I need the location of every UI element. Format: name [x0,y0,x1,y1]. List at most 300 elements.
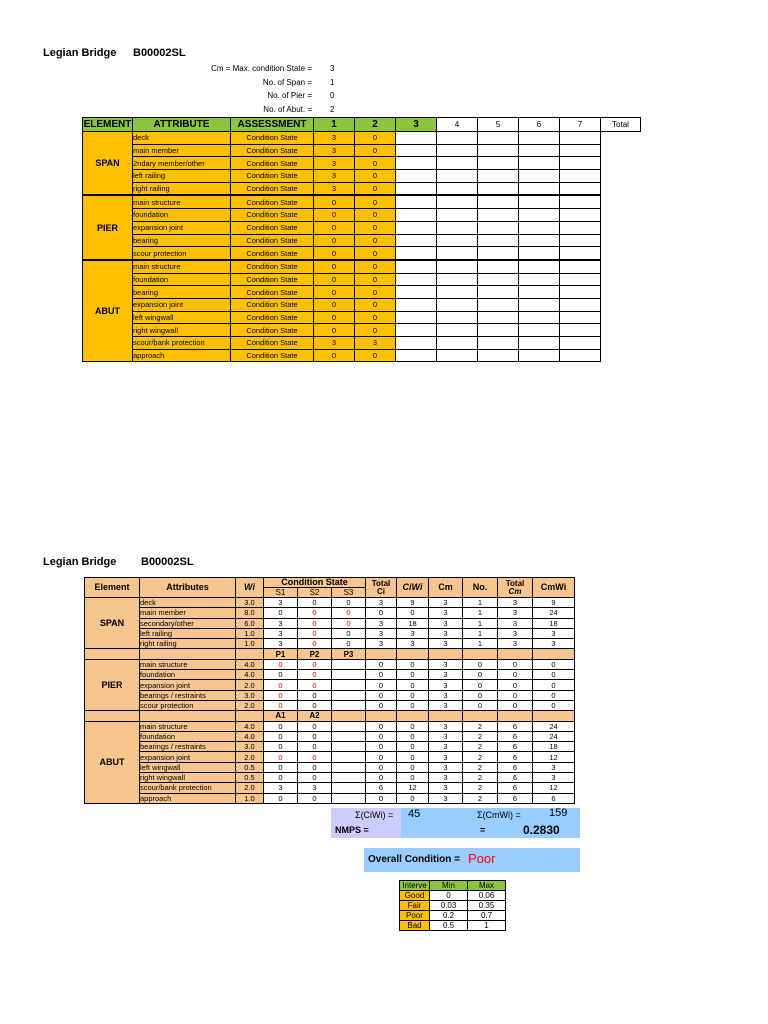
ciwi-cell: 0 [397,690,429,700]
empty-cell[interactable] [396,247,437,260]
tcm-cell: 6 [498,773,533,783]
empty-cell[interactable] [478,324,519,337]
wi-cell: 1.0 [236,639,264,649]
header-col-6: 6 [519,118,560,132]
ciwi-cell: 0 [397,721,429,731]
header-total: Total [601,118,641,132]
table-row [83,247,641,260]
empty-cell[interactable] [396,221,437,234]
empty-cell[interactable] [560,221,601,234]
attribute-cell: right railing [140,639,236,649]
empty-cell[interactable] [437,195,478,208]
nmps-label: NMPS = [335,825,369,835]
empty-cell[interactable] [519,337,560,350]
ciwi-cell: 0 [397,742,429,752]
interval-max: 1 [468,921,506,931]
s2-cell: 0 [298,752,332,762]
state-1-cell: 3 [314,337,355,350]
s2-cell: 0 [298,659,332,669]
ci-cell: 0 [366,721,397,731]
empty-cell[interactable] [396,273,437,286]
empty-cell[interactable] [560,182,601,195]
empty-cell[interactable] [437,260,478,273]
s2-cell: 0 [298,700,332,710]
interval-max: 0.7 [468,911,506,921]
attribute-cell: approach [140,793,236,803]
sub-spacer [463,649,498,659]
ci-cell: 0 [366,670,397,680]
empty-cell[interactable] [560,209,601,222]
empty-cell[interactable] [396,157,437,170]
cmwi-cell: 0 [533,670,575,680]
state-1-cell: 3 [314,157,355,170]
table-row [83,324,641,337]
empty-cell[interactable] [396,286,437,299]
state-2-cell: 3 [355,337,396,350]
s1-cell: 0 [264,680,298,690]
empty-cell[interactable] [396,349,437,362]
t2-header-s1: S1 [264,588,298,598]
empty-cell[interactable] [478,221,519,234]
empty-cell[interactable] [478,247,519,260]
assessment-cell: Condition State [231,195,314,208]
empty-cell[interactable] [396,195,437,208]
no-cell: 0 [463,690,498,700]
s2-cell: 0 [298,639,332,649]
cm-cell: 3 [429,742,463,752]
empty-cell[interactable] [519,311,560,324]
s2-cell: 0 [298,598,332,608]
empty-cell[interactable] [437,337,478,350]
s1-cell: 0 [264,659,298,669]
tcm-cell: 6 [498,793,533,803]
state-1-cell: 0 [314,273,355,286]
no-cell: 1 [463,608,498,618]
empty-cell[interactable] [519,209,560,222]
s3-cell: 0 [332,628,366,638]
tcm-cell: 0 [498,690,533,700]
attribute-cell: foundation [133,209,231,222]
assessment-cell: Condition State [231,298,314,311]
empty-cell[interactable] [478,182,519,195]
s1-cell: 0 [264,742,298,752]
state-2-cell: 0 [355,286,396,299]
state-1-cell: 3 [314,144,355,157]
empty-cell[interactable] [396,182,437,195]
s1-cell: 0 [264,731,298,741]
state-2-cell: 0 [355,273,396,286]
empty-cell[interactable] [437,273,478,286]
table-row [85,618,575,628]
empty-cell[interactable] [560,132,601,145]
no-cell: 2 [463,731,498,741]
attribute-cell: bearing [133,286,231,299]
empty-cell[interactable] [478,170,519,183]
no-cell: 2 [463,762,498,772]
empty-cell[interactable] [396,324,437,337]
element-group-pier: PIER [83,195,133,259]
ci-cell: 3 [366,618,397,628]
t2-header-ciwi: CiWi [397,578,429,598]
attribute-cell: scour/bank protection [133,337,231,350]
state-1-cell: 0 [314,298,355,311]
empty-cell[interactable] [478,260,519,273]
empty-cell[interactable] [519,182,560,195]
empty-cell[interactable] [396,209,437,222]
meta-label-span: No. of Span = [262,78,312,87]
state-2-cell: 0 [355,234,396,247]
empty-cell[interactable] [396,132,437,145]
wi-cell: 3.0 [236,690,264,700]
ciwi-cell: 18 [397,618,429,628]
empty-cell[interactable] [437,132,478,145]
s2-cell: 0 [298,690,332,700]
table-row [83,298,641,311]
attribute-cell: bearings / restraints [140,690,236,700]
empty-cell[interactable] [519,324,560,337]
attribute-cell: bearings / restraints [140,742,236,752]
state-1-cell: 0 [314,195,355,208]
s1-cell: 3 [264,639,298,649]
nmps-value: 0.2830 [523,823,560,837]
empty-cell[interactable] [437,182,478,195]
pier-label-p3: P3 [332,649,366,659]
table-row [85,793,575,803]
no-cell: 0 [463,670,498,680]
empty-cell[interactable] [560,324,601,337]
ciwi-cell: 0 [397,752,429,762]
ci-cell: 3 [366,628,397,638]
empty-cell[interactable] [396,144,437,157]
t2-header-s2: S2 [298,588,332,598]
state-2-cell: 0 [355,260,396,273]
empty-cell[interactable] [519,298,560,311]
empty-cell[interactable] [560,157,601,170]
s3-cell: 0 [332,639,366,649]
attribute-cell: scour/bank protection [140,783,236,793]
t2-header-total-ci: Total Ci [366,578,397,598]
empty-cell[interactable] [560,144,601,157]
empty-cell[interactable] [478,286,519,299]
empty-cell[interactable] [519,195,560,208]
s3-cell [332,742,366,752]
cmwi-cell: 9 [533,598,575,608]
wi-cell: 3.0 [236,598,264,608]
sub-spacer [533,711,575,721]
attribute-cell: left wingwall [140,762,236,772]
empty-cell[interactable] [437,234,478,247]
cm-cell: 3 [429,721,463,731]
table-row [83,337,641,350]
sheet2-code: B00002SL [141,556,194,568]
empty-cell[interactable] [519,260,560,273]
cmwi-cell: 3 [533,628,575,638]
s1-cell: 0 [264,700,298,710]
wi-cell: 4.0 [236,670,264,680]
ciwi-cell: 0 [397,659,429,669]
empty-cell[interactable] [478,144,519,157]
empty-cell[interactable] [478,311,519,324]
empty-cell[interactable] [437,144,478,157]
s3-cell [332,731,366,741]
assessment-cell: Condition State [231,247,314,260]
empty-cell[interactable] [560,234,601,247]
empty-cell[interactable] [396,337,437,350]
tcm-cell: 6 [498,762,533,772]
s1-cell: 0 [264,762,298,772]
meta-label-pier: No. of Pier = [267,91,312,100]
assessment-cell: Condition State [231,132,314,145]
empty-cell[interactable] [519,132,560,145]
empty-cell[interactable] [560,286,601,299]
t2-header-wi: Wi [236,578,264,598]
s1-cell: 0 [264,690,298,700]
table-row [85,700,575,710]
attribute-cell: main structure [133,195,231,208]
empty-cell[interactable] [478,157,519,170]
empty-cell[interactable] [437,324,478,337]
s3-cell [332,680,366,690]
interval-max: 0.06 [468,891,506,901]
cm-cell: 3 [429,793,463,803]
empty-cell[interactable] [478,273,519,286]
table-row [85,690,575,700]
empty-cell[interactable] [437,221,478,234]
empty-cell[interactable] [519,157,560,170]
empty-cell[interactable] [519,247,560,260]
wi-cell: 0.5 [236,773,264,783]
assessment-cell: Condition State [231,221,314,234]
empty-cell[interactable] [437,298,478,311]
attribute-cell: 2ndary member/other [133,157,231,170]
empty-cell[interactable] [560,260,601,273]
empty-cell[interactable] [396,234,437,247]
assessment-cell: Condition State [231,324,314,337]
state-1-cell: 0 [314,260,355,273]
attribute-cell: left wingwall [133,311,231,324]
sub-header-row [85,649,575,659]
s2-cell: 0 [298,628,332,638]
ci-cell: 0 [366,700,397,710]
sum-cmwi-value: 159 [549,807,568,819]
table-row [83,260,641,273]
empty-cell[interactable] [396,170,437,183]
s1-cell: 3 [264,598,298,608]
element-group-pier: PIER [85,659,140,710]
table-row [83,209,641,222]
empty-cell[interactable] [560,273,601,286]
wi-cell: 4.0 [236,731,264,741]
no-cell: 2 [463,793,498,803]
wi-cell: 6.0 [236,618,264,628]
empty-cell[interactable] [437,349,478,362]
attribute-cell: foundation [140,731,236,741]
empty-cell[interactable] [396,311,437,324]
empty-cell[interactable] [437,209,478,222]
tcm-cell: 6 [498,721,533,731]
s3-cell: 0 [332,598,366,608]
s2-cell: 0 [298,793,332,803]
assessment-cell: Condition State [231,260,314,273]
empty-cell[interactable] [560,170,601,183]
empty-cell[interactable] [437,311,478,324]
abut-label-a1: A1 [264,711,298,721]
s3-cell [332,752,366,762]
cmwi-cell: 18 [533,618,575,628]
empty-cell[interactable] [560,298,601,311]
state-2-cell: 0 [355,144,396,157]
empty-cell[interactable] [478,234,519,247]
empty-cell[interactable] [560,195,601,208]
empty-cell[interactable] [478,132,519,145]
s1-cell: 0 [264,721,298,731]
element-group-abut: ABUT [83,260,133,362]
ciwi-cell: 3 [397,628,429,638]
empty-cell[interactable] [519,273,560,286]
empty-cell[interactable] [519,286,560,299]
empty-cell[interactable] [560,247,601,260]
table-row [83,195,641,208]
s3-cell: 0 [332,608,366,618]
table-row [85,773,575,783]
no-cell: 1 [463,639,498,649]
s1-cell: 0 [264,608,298,618]
tcm-cell: 3 [498,628,533,638]
empty-cell[interactable] [396,260,437,273]
pier-label-p2: P2 [298,649,332,659]
s2-cell: 0 [298,721,332,731]
assessment-cell: Condition State [231,273,314,286]
empty-cell[interactable] [519,144,560,157]
state-2-cell: 0 [355,157,396,170]
empty-cell[interactable] [519,234,560,247]
empty-cell[interactable] [560,311,601,324]
empty-cell[interactable] [478,209,519,222]
attribute-cell: scour protection [140,700,236,710]
nmps-equals: = [480,825,486,835]
state-1-cell: 0 [314,286,355,299]
ci-cell: 0 [366,608,397,618]
empty-cell[interactable] [560,349,601,362]
sub-spacer [429,711,463,721]
empty-cell[interactable] [478,337,519,350]
attribute-cell: main structure [140,659,236,669]
ciwi-cell: 3 [397,639,429,649]
wi-cell: 2.0 [236,783,264,793]
sub-spacer [236,711,264,721]
header-element: ELEMENT [83,119,132,130]
ci-cell: 0 [366,793,397,803]
meta-label-cm: Cm = Max. condition State = [211,64,312,73]
state-1-cell: 0 [314,311,355,324]
attribute-cell: foundation [140,670,236,680]
s2-cell: 0 [298,608,332,618]
cmwi-cell: 24 [533,608,575,618]
assessment-cell: Condition State [231,182,314,195]
table-row [83,234,641,247]
cm-cell: 3 [429,731,463,741]
table-row [83,132,641,145]
table-row [85,608,575,618]
sheet2-title: Legian Bridge [43,556,117,568]
condition-assessment-table [82,117,641,362]
no-cell: 2 [463,783,498,793]
ci-cell: 0 [366,659,397,669]
state-2-cell: 0 [355,182,396,195]
ciwi-cell: 0 [397,608,429,618]
tcm-cell: 3 [498,608,533,618]
empty-cell[interactable] [478,298,519,311]
ci-cell: 0 [366,773,397,783]
empty-cell[interactable] [437,157,478,170]
tcm-cell: 6 [498,742,533,752]
empty-cell[interactable] [560,337,601,350]
interval-name: Bad [400,921,430,931]
element-group-abut: ABUT [85,721,140,803]
pier-label-p1: P1 [264,649,298,659]
cmwi-cell: 3 [533,639,575,649]
attribute-cell: expansion joint [133,221,231,234]
state-2-cell: 0 [355,209,396,222]
s3-cell: 0 [332,618,366,628]
sheet1-title: Legian Bridge [43,47,117,59]
nmps-calculation-table [84,577,575,804]
s1-cell: 0 [264,793,298,803]
interval-header-name: Interve [400,881,430,891]
ci-cell: 0 [366,680,397,690]
table-row [83,157,641,170]
s1-cell: 0 [264,752,298,762]
interval-header-max: Max [468,881,506,891]
wi-cell: 4.0 [236,659,264,669]
empty-cell[interactable] [437,247,478,260]
empty-cell[interactable] [519,170,560,183]
cm-cell: 3 [429,690,463,700]
header-col-4: 4 [437,118,478,132]
element-group-span: SPAN [83,132,133,196]
empty-cell[interactable] [478,195,519,208]
empty-cell[interactable] [478,349,519,362]
assessment-cell: Condition State [231,311,314,324]
table-row [83,273,641,286]
cm-cell: 3 [429,618,463,628]
empty-cell[interactable] [437,170,478,183]
sub-spacer [498,649,533,659]
empty-cell[interactable] [519,349,560,362]
state-2-cell: 0 [355,247,396,260]
t2-header-attributes: Attributes [140,578,236,598]
state-2-cell: 0 [355,132,396,145]
empty-cell[interactable] [396,298,437,311]
state-1-cell: 0 [314,349,355,362]
empty-cell[interactable] [437,286,478,299]
wi-cell: 0.5 [236,762,264,772]
assessment-cell: Condition State [231,286,314,299]
ci-cell: 0 [366,690,397,700]
element-group-span: SPAN [85,598,140,649]
cmwi-cell: 24 [533,721,575,731]
empty-cell[interactable] [519,221,560,234]
table-row [85,752,575,762]
attribute-cell: deck [133,132,231,145]
ci-cell: 3 [366,639,397,649]
attribute-cell: bearing [133,234,231,247]
cm-cell: 3 [429,752,463,762]
ci-cell: 0 [366,742,397,752]
cm-cell: 3 [429,608,463,618]
interval-name: Good [400,891,430,901]
s3-cell [332,762,366,772]
